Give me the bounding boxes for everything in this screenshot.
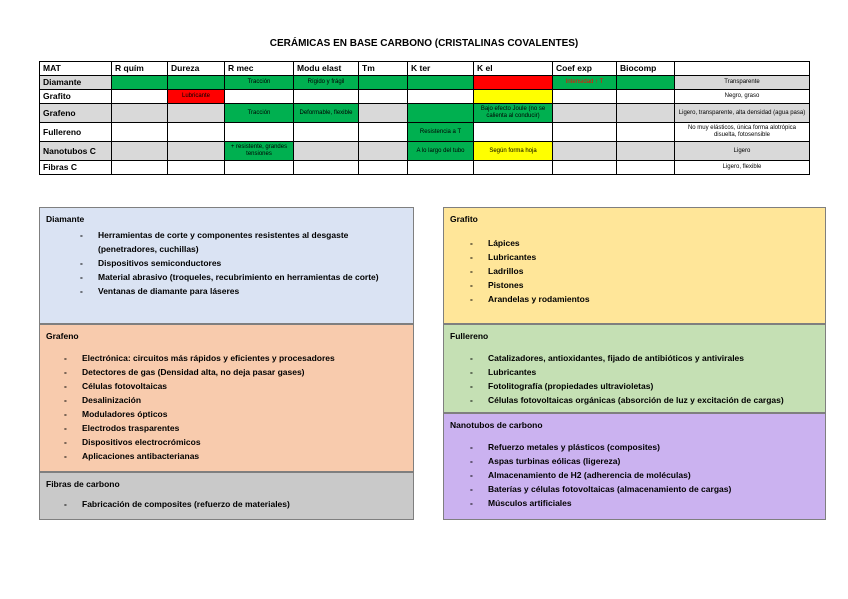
row-label: Grafito bbox=[40, 90, 112, 104]
table-cell bbox=[617, 76, 675, 90]
nanotubos-box bbox=[443, 413, 826, 520]
table-cell bbox=[553, 104, 617, 123]
column-header: Dureza bbox=[168, 62, 225, 76]
list-item: - Ladrillos bbox=[488, 264, 825, 278]
table-cell bbox=[112, 104, 168, 123]
table-cell bbox=[112, 161, 168, 175]
list-item: - Músculos artificiales bbox=[488, 496, 825, 510]
table-cell: Ligero, flexible bbox=[675, 161, 810, 175]
table-cell bbox=[168, 104, 225, 123]
list-item: - Pistones bbox=[488, 278, 825, 292]
table-cell bbox=[359, 90, 408, 104]
table-cell bbox=[225, 161, 294, 175]
list-item: - Lubricantes bbox=[488, 250, 825, 264]
table-cell bbox=[294, 90, 359, 104]
row-label: Nanotubos C bbox=[40, 142, 112, 161]
table-cell: Resistencia a T bbox=[408, 123, 474, 142]
table-cell bbox=[553, 90, 617, 104]
list-item: - Catalizadores, antioxidantes, fijado de antibióticos y antivirales bbox=[488, 351, 825, 365]
grafeno-box bbox=[39, 324, 414, 472]
list-item: - Detectores de gas (Densidad alta, no deja pasar gases) bbox=[82, 365, 413, 379]
list-item: - Fotolitografía (propiedades ultravioletas) bbox=[488, 379, 825, 393]
section-title: Fullereno bbox=[450, 331, 489, 341]
table-cell bbox=[359, 142, 408, 161]
list-item: - Refuerzo metales y plásticos (composites) bbox=[488, 440, 825, 454]
column-header: Modu elast bbox=[294, 62, 359, 76]
section-title: Fibras de carbono bbox=[46, 479, 120, 489]
table-cell: A lo largo del tubo bbox=[408, 142, 474, 161]
table-cell: Según forma hoja bbox=[474, 142, 553, 161]
list-item: - Baterías y células fotovoltaicas (almacenamiento de cargas) bbox=[488, 482, 825, 496]
table-cell bbox=[112, 123, 168, 142]
fibras-box bbox=[39, 472, 414, 520]
table-cell: Tracción bbox=[225, 76, 294, 90]
table-cell bbox=[617, 123, 675, 142]
table-row bbox=[40, 76, 810, 90]
table-cell: Rígido y frágil bbox=[294, 76, 359, 90]
table-cell bbox=[294, 123, 359, 142]
grafito-box bbox=[443, 207, 826, 324]
list-item: - Lápices bbox=[488, 236, 825, 250]
table-cell bbox=[168, 161, 225, 175]
section-title: Nanotubos de carbono bbox=[450, 420, 543, 430]
table-row bbox=[40, 90, 810, 104]
table-row bbox=[40, 104, 810, 123]
list-item: - Fabricación de composites (refuerzo de materiales) bbox=[82, 497, 413, 511]
column-header bbox=[675, 62, 810, 76]
list-item: - Lubricantes bbox=[488, 365, 825, 379]
table-cell bbox=[474, 76, 553, 90]
table-row bbox=[40, 123, 810, 142]
table-cell bbox=[294, 161, 359, 175]
table-cell bbox=[617, 142, 675, 161]
table-cell: Deformable, flexible bbox=[294, 104, 359, 123]
row-label: Fibras C bbox=[40, 161, 112, 175]
table-cell: Intensidad ↑ T bbox=[553, 76, 617, 90]
column-header: Biocomp bbox=[617, 62, 675, 76]
table-cell bbox=[225, 123, 294, 142]
list-item: - Electrodos trasparentes bbox=[82, 421, 413, 435]
list-item: - Almacenamiento de H2 (adherencia de moléculas) bbox=[488, 468, 825, 482]
column-header: MAT bbox=[40, 62, 112, 76]
table-cell: + resistente, grandes tensiones bbox=[225, 142, 294, 161]
table-cell bbox=[408, 104, 474, 123]
table-cell: Ligero, transparente, alta densidad (agua pasa) bbox=[675, 104, 810, 123]
column-header: K ter bbox=[408, 62, 474, 76]
list-item: - Desalinización bbox=[82, 393, 413, 407]
properties-table bbox=[39, 61, 810, 175]
table-cell: Ligero bbox=[675, 142, 810, 161]
table-row bbox=[40, 161, 810, 175]
table-cell bbox=[112, 76, 168, 90]
table-cell bbox=[359, 104, 408, 123]
table-cell bbox=[359, 161, 408, 175]
page-title: CERÁMICAS EN BASE CARBONO (CRISTALINAS COVALENTES) bbox=[269, 38, 579, 49]
table-cell bbox=[617, 161, 675, 175]
table-cell bbox=[112, 142, 168, 161]
table-cell bbox=[112, 90, 168, 104]
list-item: - Ventanas de diamante para láseres bbox=[98, 284, 401, 298]
section-title: Grafito bbox=[450, 214, 478, 224]
section-title: Diamante bbox=[46, 214, 85, 224]
list-item: - Células fotovoltaicas bbox=[82, 379, 413, 393]
column-header: R mec bbox=[225, 62, 294, 76]
table-cell bbox=[553, 161, 617, 175]
table-cell bbox=[359, 123, 408, 142]
table-cell bbox=[617, 104, 675, 123]
table-cell bbox=[474, 123, 553, 142]
list-item: - Herramientas de corte y componentes resistentes al desgaste (penetradores, cuchillas) bbox=[98, 228, 401, 256]
column-header: Tm bbox=[359, 62, 408, 76]
row-label: Grafeno bbox=[40, 104, 112, 123]
table-cell bbox=[408, 161, 474, 175]
list-item: - Células fotovoltaicas orgánicas (absorción de luz y excitación de cargas) bbox=[488, 393, 825, 407]
fullereno-box bbox=[443, 324, 826, 413]
table-cell bbox=[474, 90, 553, 104]
table-cell: Bajo efecto Joule (no se calienta al conducir) bbox=[474, 104, 553, 123]
table-cell: No muy elásticos, única forma alotrópica disuelta, fotosensible bbox=[675, 123, 810, 142]
table-cell bbox=[168, 142, 225, 161]
table-cell bbox=[553, 142, 617, 161]
table-cell bbox=[617, 90, 675, 104]
table-cell bbox=[474, 161, 553, 175]
column-header: K el bbox=[474, 62, 553, 76]
table-cell bbox=[408, 76, 474, 90]
table-cell bbox=[168, 123, 225, 142]
table-cell bbox=[294, 142, 359, 161]
row-label: Diamante bbox=[40, 76, 112, 90]
list-item: - Dispositivos electrocrómicos bbox=[82, 435, 413, 449]
table-cell bbox=[408, 90, 474, 104]
list-item: - Arandelas y rodamientos bbox=[488, 292, 825, 306]
row-label: Fullereno bbox=[40, 123, 112, 142]
table-cell: Lubricante bbox=[168, 90, 225, 104]
list-item: - Moduladores ópticos bbox=[82, 407, 413, 421]
list-item: - Aspas turbinas eólicas (ligereza) bbox=[488, 454, 825, 468]
column-header: Coef exp bbox=[553, 62, 617, 76]
table-header-row bbox=[40, 62, 810, 76]
table-cell bbox=[168, 76, 225, 90]
table-cell bbox=[225, 90, 294, 104]
table-row bbox=[40, 142, 810, 161]
diamante-box bbox=[39, 207, 414, 324]
section-title: Grafeno bbox=[46, 331, 79, 341]
table-cell: Transparente bbox=[675, 76, 810, 90]
list-item: - Material abrasivo (troqueles, recubrimiento en herramientas de corte) bbox=[98, 270, 401, 284]
list-item: - Aplicaciones antibacterianas bbox=[82, 449, 413, 463]
table-cell: Tracción bbox=[225, 104, 294, 123]
table-cell bbox=[553, 123, 617, 142]
column-header: R quím bbox=[112, 62, 168, 76]
table-cell bbox=[359, 76, 408, 90]
table-cell: Negro, graso bbox=[675, 90, 810, 104]
list-item: - Electrónica: circuitos más rápidos y eficientes y procesadores bbox=[82, 351, 413, 365]
list-item: - Dispositivos semiconductores bbox=[98, 256, 401, 270]
